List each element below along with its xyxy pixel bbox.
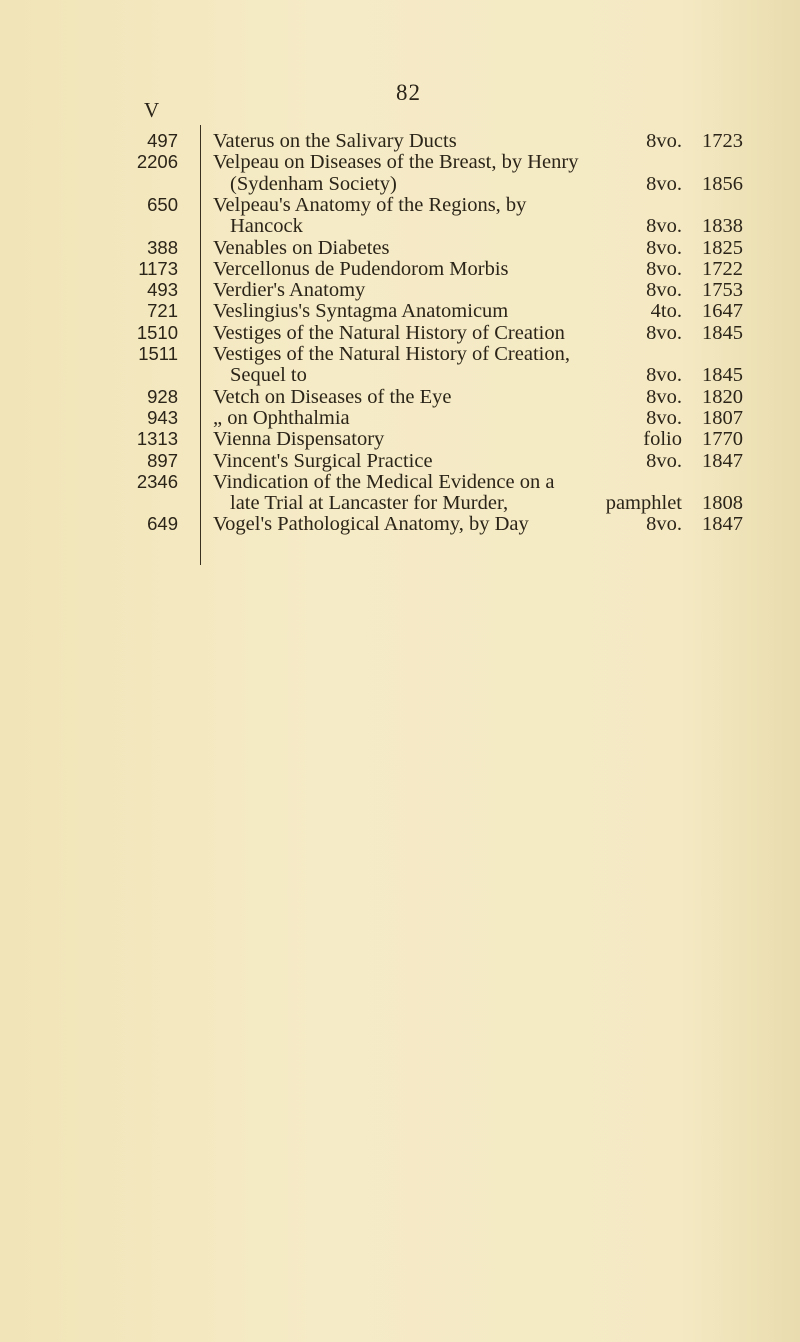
entry-title: Vogel's Pathological Anatomy, by Day (213, 513, 529, 536)
catalogue-number: 1173 (138, 257, 178, 279)
entry-year: 1723 (702, 130, 743, 152)
catalogue-number: 388 (147, 236, 178, 258)
entry-format: 8vo. (646, 172, 682, 195)
entry-format: 8vo. (646, 321, 682, 344)
entry-title: Vindication of the Medical Evidence on a (213, 470, 555, 493)
catalogue-number: 497 (147, 130, 178, 151)
page-number: 82 (396, 80, 421, 105)
entry-format: 8vo. (646, 406, 682, 429)
entry-format: 8vo. (646, 215, 682, 238)
catalogue-number: 897 (147, 449, 178, 471)
entry-year: 1820 (702, 385, 743, 408)
entry-title: Vaterus on the Salivary Ducts (213, 130, 457, 152)
entry-format: 8vo. (646, 449, 682, 472)
entry-title: Venables on Diabetes (213, 236, 390, 259)
catalogue-number: 2346 (136, 470, 178, 492)
entry-format: 8vo. (646, 364, 682, 387)
entry-year: 1856 (702, 172, 743, 195)
entry-title: „ on Ophthalmia (213, 406, 350, 429)
entry-title: Vincent's Surgical Practice (213, 449, 433, 472)
entry-title: Sequel to (230, 364, 307, 387)
entry-year: 1722 (702, 257, 743, 280)
entry-title: Hancock (230, 215, 303, 238)
entry-title: Vetch on Diseases of the Eye (213, 385, 452, 408)
entry-year: 1647 (702, 300, 743, 323)
catalogue-number: 1313 (136, 428, 178, 450)
entry-title: Vienna Dispensatory (213, 428, 385, 451)
entry-format: folio (643, 428, 682, 451)
catalogue-number: 928 (147, 385, 178, 407)
catalogue-number: 721 (147, 300, 178, 322)
entry-year: 1770 (702, 428, 743, 451)
entry-title: Vercellonus de Pudendorom Morbis (213, 257, 509, 280)
entry-title: (Sydenham Society) (230, 172, 397, 195)
catalogue-number: 1510 (136, 321, 178, 343)
entry-format: 4to. (650, 300, 682, 323)
entry-year: 1838 (702, 215, 743, 238)
entry-year: 1845 (702, 364, 743, 387)
entry-year: 1808 (702, 492, 743, 515)
entry-format: 8vo. (646, 130, 682, 152)
catalogue-number: 1511 (138, 343, 178, 364)
entry-format: pamphlet (605, 492, 682, 515)
entry-title: late Trial at Lancaster for Murder, (230, 492, 509, 515)
catalogue-number: 943 (147, 406, 178, 428)
column-divider (200, 125, 201, 565)
catalogue-number: 2206 (136, 151, 178, 173)
entry-title: Verdier's Anatomy (213, 279, 366, 302)
entry-title: Veslingius's Syntagma Anatomicum (213, 300, 509, 323)
entry-format: 8vo. (646, 257, 682, 280)
catalogue-number: 649 (147, 513, 178, 535)
catalogue-number: 493 (147, 279, 178, 301)
entry-title: Velpeau's Anatomy of the Regions, by (213, 193, 527, 216)
entry-title: Vestiges of the Natural History of Creation, (213, 343, 570, 365)
entry-format: 8vo. (646, 279, 682, 302)
entry-format: 8vo. (646, 385, 682, 408)
entry-format: 8vo. (646, 513, 682, 536)
entry-year: 1845 (702, 321, 743, 344)
catalogue-number: 650 (147, 193, 178, 215)
section-letter: V (144, 98, 160, 122)
entry-year: 1847 (702, 449, 743, 472)
entry-title: Velpeau on Diseases of the Breast, by Henry (213, 151, 579, 174)
entry-year: 1753 (702, 279, 743, 302)
entry-year: 1847 (702, 513, 743, 536)
entry-year: 1825 (702, 236, 743, 259)
entry-title: Vestiges of the Natural History of Creation (213, 321, 565, 344)
entry-year: 1807 (702, 406, 743, 429)
entry-format: 8vo. (646, 236, 682, 259)
